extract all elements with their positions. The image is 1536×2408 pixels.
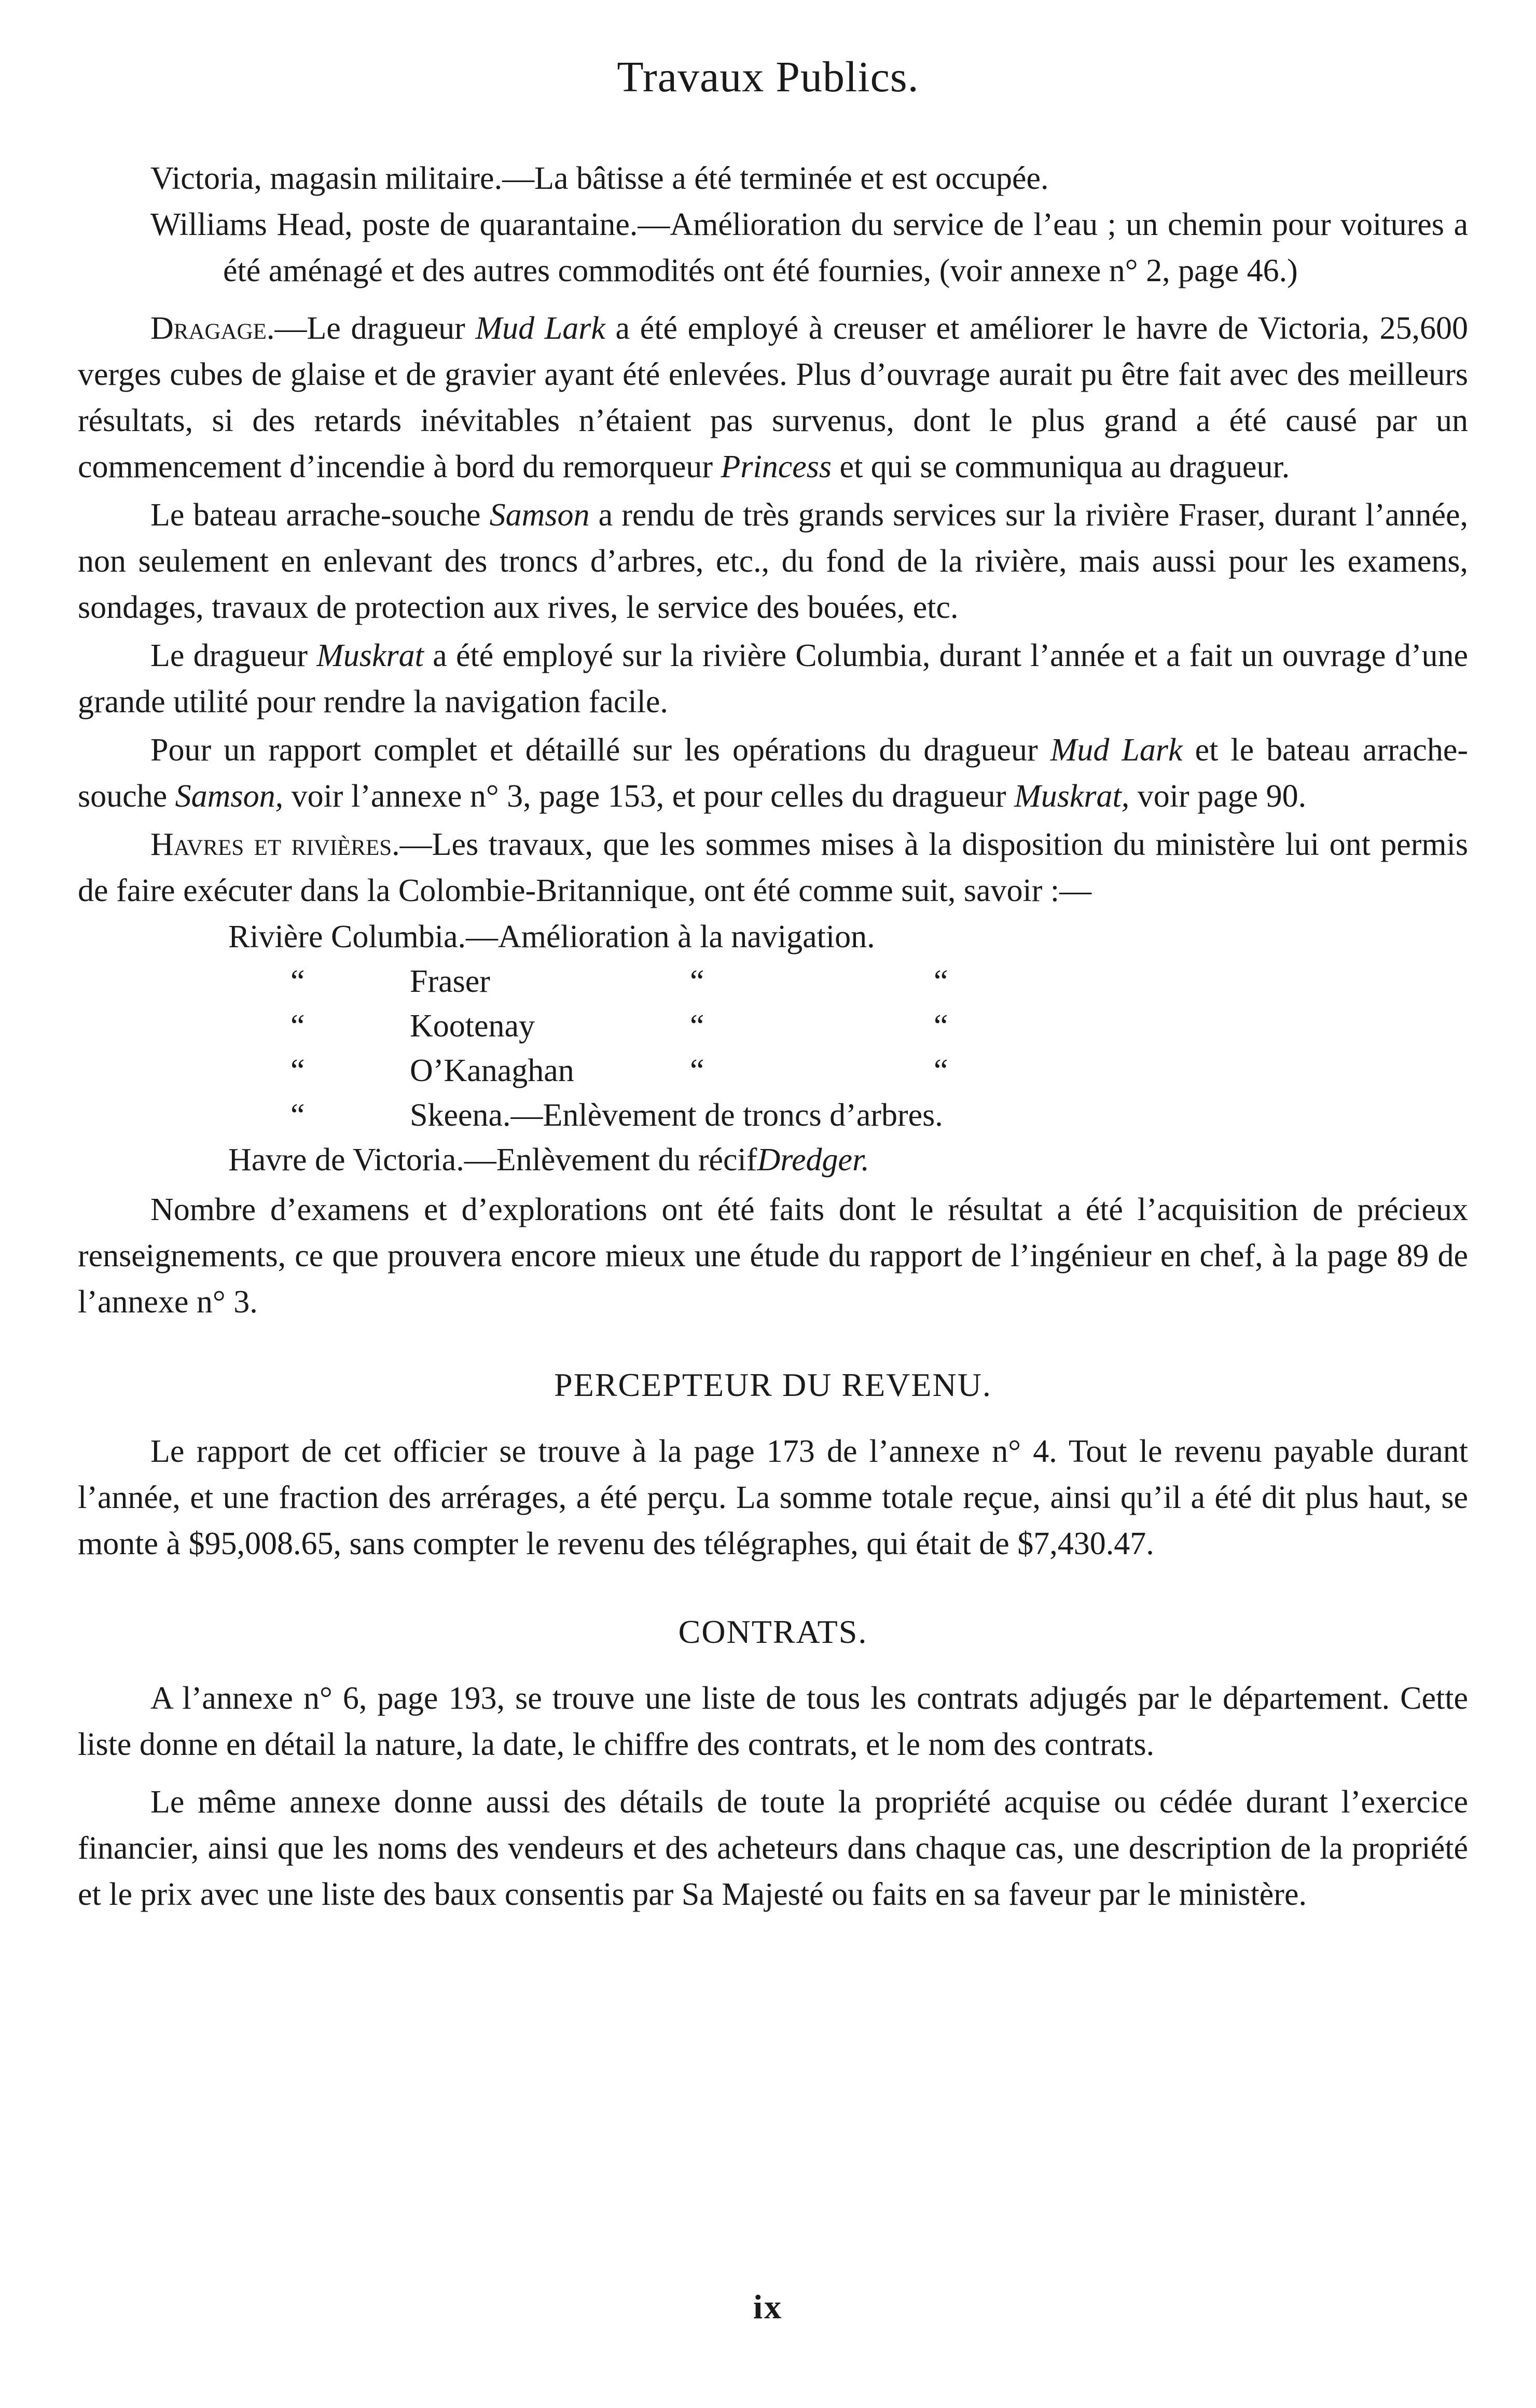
muskrat-text-2: a été employé sur la rivière Columbia, durant l’année et a fait un ouvrage d’une grande utilité pour rendre la navigation facile. — [78, 638, 1468, 719]
paragraph-victoria: Victoria, magasin militaire.—La bâtisse a été terminée et est occupée. — [150, 161, 1049, 196]
section-title-percepteur: PERCEPTEUR DU REVENU. — [554, 1366, 992, 1403]
list-item — [78, 1137, 1468, 1182]
dragage-text-1: —Le dragueur — [274, 311, 476, 346]
dragage-lead: Dragage. — [150, 311, 275, 346]
ditto-mark: “ — [290, 964, 305, 999]
list-item — [78, 1048, 1468, 1092]
rapport-ship-samson: Samson, — [175, 779, 284, 814]
dragage-text-3: et qui se communiqua au dragueur. — [832, 449, 1290, 485]
rapport-text-4: voir page 90. — [1129, 779, 1307, 814]
paragraph-contrats-2: Le même annexe donne aussi des détails de toute la propriété acquise ou cédée durant l’exercice financier, ainsi que les noms des vendeurs et des acheteurs dans chaque cas, une description de la propriété et le prix avec une liste des baux consentis par Sa Majesté ou faits en sa faveur par le ministère. — [78, 1784, 1468, 1912]
list-item-columbia: Rivière Columbia.—Amélioration à la navigation. — [228, 919, 875, 954]
river-name: O’Kanaghan — [410, 1053, 574, 1088]
list-item-havre-text: Havre de Victoria.—Enlèvement du récif — [228, 1142, 757, 1178]
ship-muskrat: Muskrat — [316, 638, 424, 673]
paragraph-samson — [78, 492, 1468, 631]
river-name: Fraser — [410, 964, 490, 999]
havres-text: —Les travaux, que les sommes mises à la disposition du ministère lui ont permis de faire exécuter dans la Colombie-Britannique, ont été comme suit, savoir :— — [78, 827, 1469, 908]
ship-mud-lark: Mud Lark — [475, 311, 605, 346]
paragraph-muskrat — [78, 633, 1468, 725]
works-list — [78, 914, 1468, 1182]
ditto-mark: “ — [290, 1098, 305, 1133]
paragraph-rapport — [78, 727, 1468, 820]
rapport-text-2: et le bateau arrache-souche — [78, 732, 1468, 814]
paragraph-percepteur: Le rapport de cet officier se trouve à la page 173 de l’annexe n° 4. Tout le revenu payable durant l’année, et une fraction des arrérages, a été perçu. La somme totale reçue, ainsi qu’il a été dit plus haut, se monte à $95,008.65, sans compter le revenu des télégraphes, qui était de $7,430.47. — [78, 1434, 1468, 1561]
paragraph-havres — [78, 822, 1468, 914]
rapport-ship-muskrat: Muskrat, — [1014, 779, 1130, 814]
havres-lead: Havres et rivières. — [150, 827, 400, 862]
river-name: Kootenay — [410, 1008, 535, 1044]
paragraph-dragage — [78, 306, 1468, 490]
list-item — [78, 959, 1468, 1003]
muskrat-text-1: Le dragueur — [150, 638, 317, 673]
paragraph-examens: Nombre d’examens et d’explorations ont été faits dont le résultat a été l’acquisition de précieux renseignements, ce que prouvera encore mieux une étude du rapport de l’ingénieur en chef, à la page 89 de l’annexe n° 3. — [78, 1192, 1468, 1320]
ditto-mark: “ — [690, 1008, 704, 1044]
ditto-mark: “ — [290, 1053, 305, 1088]
list-item — [78, 1003, 1468, 1048]
ditto-mark: “ — [934, 964, 948, 999]
paragraph-contrats-1: A l’annexe n° 6, page 193, se trouve une liste de tous les contrats adjugés par le département. Cette liste donne en détail la nature, la date, le chiffre des contrats, et le nom des contrats. — [78, 1681, 1468, 1762]
samson-text-1: Le bateau arrache-souche — [150, 497, 490, 533]
page-header: Travaux Publics. — [617, 53, 919, 101]
ditto-mark: “ — [690, 1053, 704, 1088]
page-number: ix — [753, 2288, 783, 2326]
rapport-text-1: Pour un rapport complet et détaillé sur les opérations du dragueur — [150, 732, 1050, 768]
paragraph-williams-head: Williams Head, poste de quarantaine.—Amélioration du service de l’eau ; un chemin pour voitures a été aménagé et des autres commodités ont été fournies, (voir annexe n° 2, page 46.) — [150, 207, 1468, 288]
ship-princess: Princess — [721, 449, 832, 485]
ditto-mark: “ — [690, 964, 704, 999]
section-title-contrats: CONTRATS. — [678, 1613, 868, 1650]
ditto-mark: “ — [934, 1008, 948, 1044]
recif-dredger: Dredger. — [757, 1142, 869, 1178]
rapport-ship-mud-lark: Mud Lark — [1050, 732, 1183, 768]
ditto-mark: “ — [934, 1053, 948, 1088]
list-item — [78, 1092, 1468, 1137]
dragage-text-2: a été employé à creuser et améliorer le havre de Victoria, 25,600 verges cubes de glaise et de gravier ayant été enlevées. Plus d’ouvrage aurait pu être fait avec des meilleurs résultats, si des retards inévitables n’étaient pas survenus, dont le plus grand a été causé par un commencement d’incendie à bord du remorqueur — [78, 311, 1468, 485]
ship-samson: Samson — [489, 497, 590, 533]
body-text — [78, 156, 1468, 1918]
rapport-text-3: voir l’annexe n° 3, page 153, et pour celles du dragueur — [283, 779, 1015, 814]
list-item-skeena: Skeena.—Enlèvement de troncs d’arbres. — [410, 1098, 943, 1133]
list-item — [78, 914, 1468, 959]
samson-text-2: a rendu de très grands services sur la rivière Fraser, durant l’année, non seulement en enlevant des troncs d’arbres, etc., du fond de la rivière, mais aussi pour les examens, sondages, travaux de protection aux rives, le service des bouées, etc. — [78, 497, 1468, 625]
ditto-mark: “ — [290, 1008, 305, 1044]
